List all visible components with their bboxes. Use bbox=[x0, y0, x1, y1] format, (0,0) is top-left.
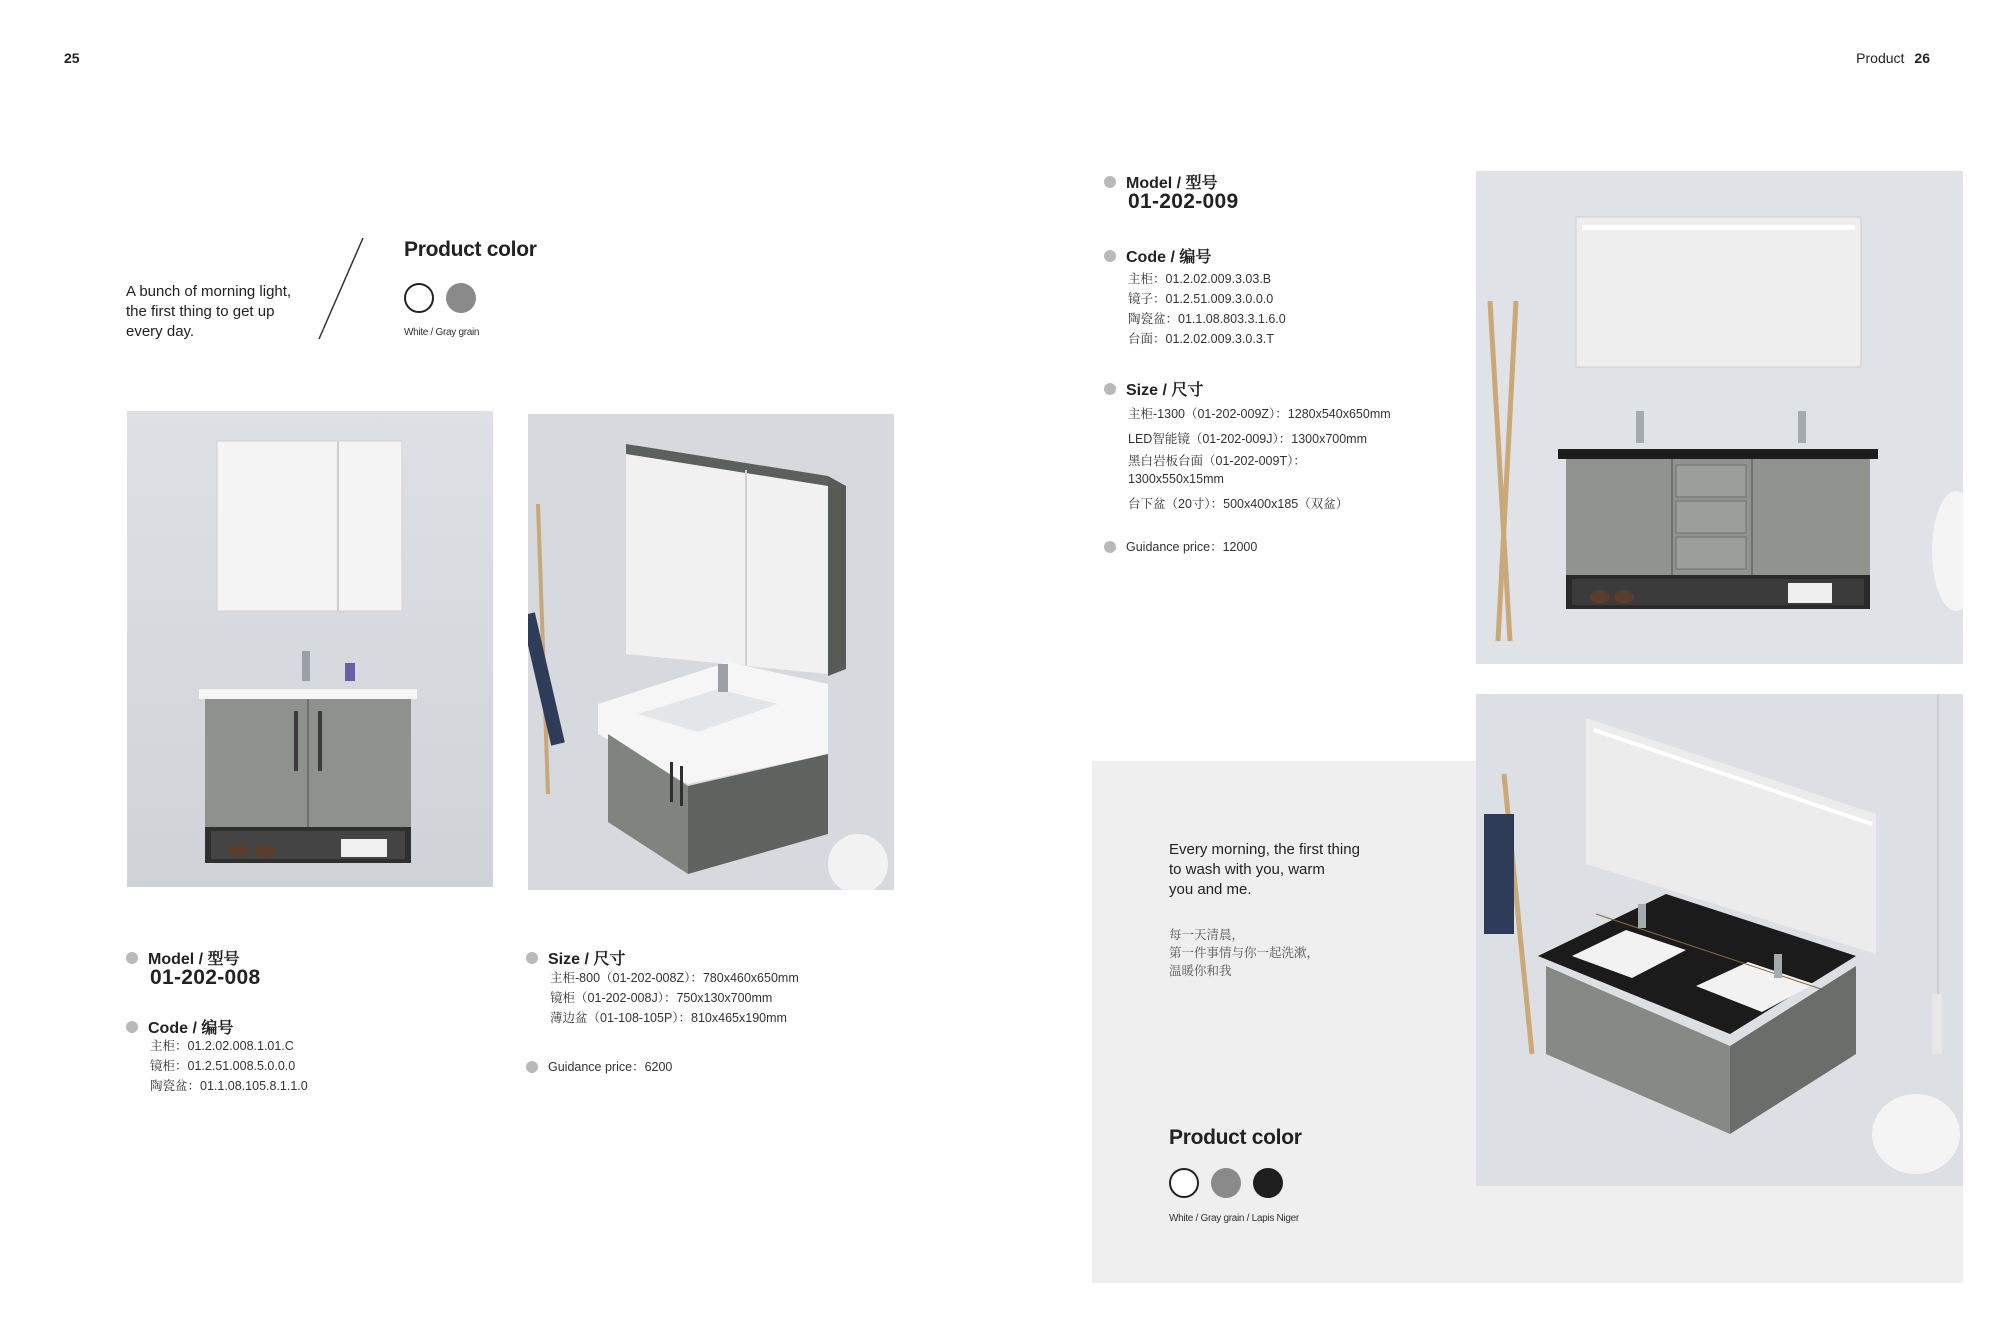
swatch-lapis-niger bbox=[1253, 1168, 1283, 1198]
swatch-gray-grain bbox=[1211, 1168, 1241, 1198]
size-item: LED智能镜（01-202-009J）：1300x700mm bbox=[1128, 432, 1367, 446]
tagline-line: the first thing to get up bbox=[126, 303, 275, 320]
code-item: 镜子：01.2.51.009.3.0.0.0 bbox=[1128, 292, 1274, 306]
model-number-009: 01-202-009 bbox=[1128, 190, 1239, 213]
section-label: Product bbox=[1856, 50, 1905, 66]
product-color-title-2: Product color bbox=[1169, 1126, 1302, 1149]
panel-en-line: Every morning, the first thing bbox=[1169, 841, 1360, 858]
size-list-009 bbox=[1128, 402, 1391, 517]
panel-en-line: to wash with you, warm bbox=[1169, 861, 1325, 878]
slash-divider bbox=[315, 236, 365, 341]
size-label-row-009 bbox=[1104, 377, 1203, 400]
product-photo-009-angle bbox=[1476, 694, 1963, 1186]
guidance-price: Guidance price：12000 bbox=[1126, 540, 1258, 554]
price-row-008 bbox=[526, 1057, 672, 1077]
bullet-icon bbox=[526, 952, 538, 964]
code-label: Code / 编号 bbox=[1126, 249, 1212, 266]
size-list-008 bbox=[550, 968, 799, 1028]
code-label-row-008 bbox=[126, 1015, 233, 1038]
left-tagline bbox=[126, 282, 291, 342]
page-number-right: 26 bbox=[1914, 50, 1930, 66]
code-list-008 bbox=[150, 1036, 308, 1096]
bullet-icon bbox=[1104, 176, 1116, 188]
color-swatches-2 bbox=[1169, 1168, 1283, 1198]
bullet-icon bbox=[1104, 541, 1116, 553]
model-label: Model / 型号 bbox=[1126, 175, 1218, 192]
size-item: 薄边盆（01-108-105P）：810x465x190mm bbox=[550, 1011, 787, 1025]
panel-cn-line: 温暖你和我 bbox=[1169, 964, 1232, 978]
panel-cn-line: 第一件事情与你一起洗漱， bbox=[1169, 946, 1320, 960]
bullet-icon bbox=[526, 1061, 538, 1073]
bullet-icon bbox=[126, 952, 138, 964]
tagline-line: every day. bbox=[126, 323, 195, 340]
size-item: 台下盆（20寸）：500x400x185（双盆） bbox=[1128, 497, 1349, 511]
product-photo-angle bbox=[528, 414, 894, 890]
size-item: 黑白岩板台面（01-202-009T）： bbox=[1128, 454, 1306, 468]
size-item: 1300x550x15mm bbox=[1128, 472, 1224, 486]
size-item: 主柜-1300（01-202-009Z）：1280x540x650mm bbox=[1128, 407, 1391, 421]
product-photo-009-front bbox=[1476, 171, 1963, 664]
panel-english-text bbox=[1169, 840, 1360, 900]
panel-en-line: you and me. bbox=[1169, 881, 1252, 898]
product-color-title: Product color bbox=[404, 238, 537, 261]
panel-cn-line: 每一天清晨， bbox=[1169, 928, 1245, 942]
code-item: 主柜：01.2.02.009.3.03.B bbox=[1128, 272, 1272, 286]
model-label: Model / 型号 bbox=[148, 951, 240, 968]
size-label-row-008 bbox=[526, 946, 625, 969]
size-item: 主柜-800（01-202-008Z）：780x460x650mm bbox=[550, 971, 799, 985]
code-item: 台面：01.2.02.009.3.0.3.T bbox=[1128, 332, 1274, 346]
code-item: 镜柜：01.2.51.008.5.0.0.0 bbox=[150, 1059, 296, 1073]
page-header-right bbox=[1856, 50, 1930, 66]
code-item: 陶瓷盆：01.1.08.803.3.1.6.0 bbox=[1128, 312, 1286, 326]
code-item: 主柜：01.2.02.008.1.01.C bbox=[150, 1039, 294, 1053]
swatch-caption-2: White / Gray grain / Lapis Niger bbox=[1169, 1213, 1299, 1224]
model-number-008: 01-202-008 bbox=[150, 966, 261, 989]
size-label: Size / 尺寸 bbox=[548, 951, 626, 968]
swatch-caption: White / Gray grain bbox=[404, 327, 480, 338]
page-number-left: 25 bbox=[64, 50, 80, 66]
code-list-009 bbox=[1128, 269, 1286, 349]
product-photo-front bbox=[127, 411, 493, 887]
code-label-row-009 bbox=[1104, 244, 1211, 267]
swatch-white bbox=[404, 283, 434, 313]
bullet-icon bbox=[126, 1021, 138, 1033]
code-item: 陶瓷盆：01.1.08.105.8.1.1.0 bbox=[150, 1079, 308, 1093]
code-label: Code / 编号 bbox=[148, 1020, 234, 1037]
size-label: Size / 尺寸 bbox=[1126, 382, 1204, 399]
tagline-line: A bunch of morning light, bbox=[126, 283, 292, 300]
swatch-white bbox=[1169, 1168, 1199, 1198]
swatch-gray-grain bbox=[446, 283, 476, 313]
price-row-009 bbox=[1104, 537, 1257, 557]
guidance-price: Guidance price：6200 bbox=[548, 1060, 673, 1074]
bullet-icon bbox=[1104, 250, 1116, 262]
panel-chinese-text bbox=[1169, 926, 1319, 980]
color-swatches bbox=[404, 283, 476, 313]
bullet-icon bbox=[1104, 383, 1116, 395]
size-item: 镜柜（01-202-008J）：750x130x700mm bbox=[550, 991, 773, 1005]
